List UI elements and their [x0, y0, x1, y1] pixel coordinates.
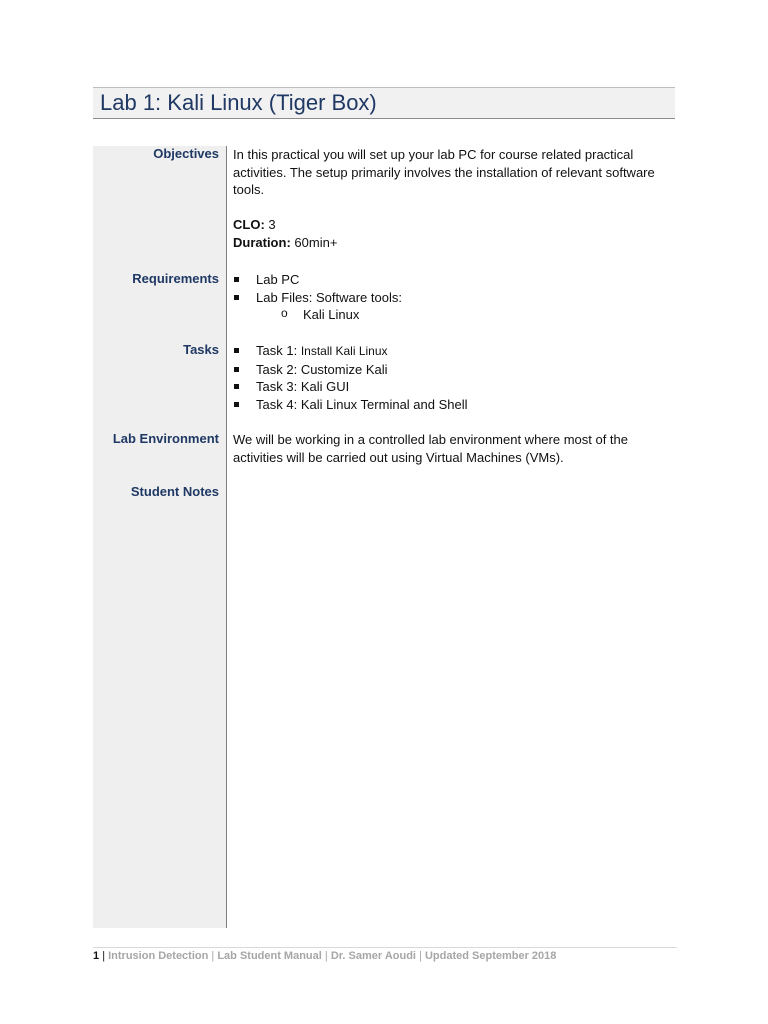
- task-text: Kali Linux Terminal and Shell: [300, 396, 468, 412]
- footer-divider-mark: |: [419, 950, 422, 962]
- objectives-label: Objectives: [153, 146, 219, 161]
- footer-manual: Lab Student Manual: [217, 950, 322, 962]
- page-title: Lab 1: Kali Linux (Tiger Box): [100, 90, 377, 115]
- footer-course: Intrusion Detection: [108, 950, 209, 962]
- task-item: [233, 342, 663, 361]
- requirement-subitem: o Kali Linux: [233, 306, 663, 324]
- footer-updated: Updated September 2018: [424, 950, 557, 962]
- requirements-content: [233, 271, 663, 324]
- task-item: [233, 378, 663, 396]
- footer-separator: |: [102, 950, 106, 962]
- tasks-content: [233, 342, 663, 413]
- objectives-text: In this practical you will set up your lab PC for course related practical activities. The setup primarily involves the installation of relevant software tools.: [233, 147, 655, 197]
- duration-line: [233, 234, 663, 252]
- lab-environment-text: We will be working in a controlled lab environment where most of the activities will be carried out using Virtual Machines (VMs).: [233, 432, 629, 465]
- clo-line: [233, 216, 663, 234]
- task-item: [233, 361, 663, 379]
- page-number: 1: [93, 950, 100, 962]
- task-text: Install Kali Linux: [300, 344, 388, 358]
- title-bar: [93, 87, 675, 119]
- requirements-label: Requirements: [132, 271, 219, 286]
- requirements-list: [233, 271, 663, 306]
- lab-environment-content: [233, 431, 663, 466]
- task-prefix: Task 4:: [256, 396, 298, 412]
- page-footer: [93, 950, 556, 962]
- requirements-sublist: [233, 306, 663, 324]
- task-prefix: Task 3:: [256, 379, 298, 394]
- tasks-list: [233, 342, 663, 413]
- requirement-item: Lab Files: Software tools:: [233, 289, 663, 307]
- student-notes-label: Student Notes: [130, 484, 219, 499]
- footer-author: Dr. Samer Aoudi: [330, 950, 416, 962]
- requirement-item: Lab PC: [233, 271, 663, 289]
- objectives-content: [233, 146, 663, 251]
- tasks-label: Tasks: [183, 342, 219, 357]
- task-prefix: Task 2:: [256, 361, 298, 377]
- task-item: [233, 396, 663, 414]
- footer-divider-mark: |: [324, 950, 328, 962]
- task-text: Kali GUI: [300, 379, 350, 394]
- lab-environment-label: Lab Environment: [112, 431, 219, 446]
- task-prefix: Task 1:: [256, 343, 298, 358]
- label-column: [93, 146, 227, 928]
- duration-value: 60min+: [294, 234, 338, 250]
- clo-value: 3: [268, 217, 276, 232]
- footer-divider-mark: |: [211, 950, 215, 962]
- task-text: Customize Kali: [300, 361, 388, 377]
- footer-divider: [93, 947, 677, 948]
- duration-label: Duration:: [233, 234, 291, 250]
- clo-label: CLO:: [233, 217, 265, 232]
